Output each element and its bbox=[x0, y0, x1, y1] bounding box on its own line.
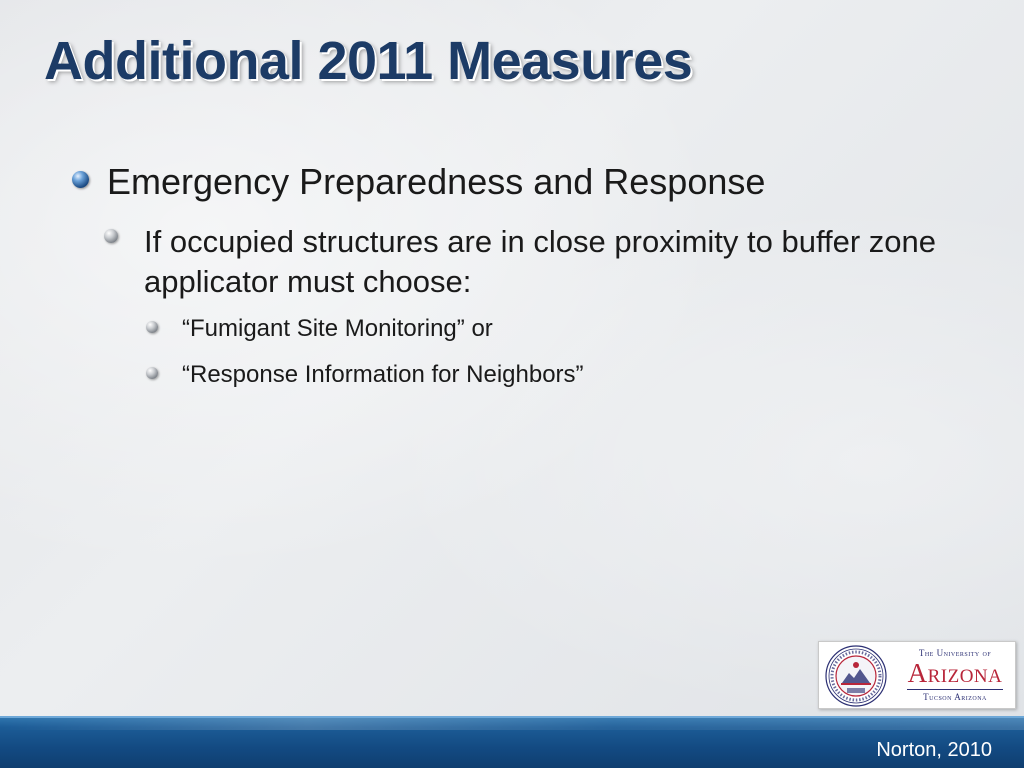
logo-text bbox=[897, 648, 1013, 703]
bullet-text: Emergency Preparedness and Response bbox=[107, 161, 766, 202]
bullet-text: If occupied structures are in close proximity to buffer zone applicator must choose: bbox=[144, 224, 937, 299]
logo-line-arizona: Arizona bbox=[907, 658, 1003, 688]
gray-bullet-icon bbox=[104, 229, 118, 243]
slide-title: Additional 2011 Measures bbox=[44, 31, 693, 91]
footer-credit: Norton, 2010 bbox=[876, 739, 992, 761]
logo-line-tucson: Tucson Arizona bbox=[907, 689, 1003, 703]
bullet-level-3 bbox=[146, 360, 584, 390]
bullet-level-1 bbox=[72, 162, 765, 202]
footer-bar bbox=[0, 716, 1024, 768]
university-seal-icon bbox=[825, 645, 887, 707]
bullet-text: “Fumigant Site Monitoring” or bbox=[182, 315, 493, 342]
logo-line-university: The University of bbox=[918, 648, 992, 658]
bullet-text: “Response Information for Neighbors” bbox=[182, 361, 584, 388]
blue-bullet-icon bbox=[72, 171, 89, 188]
gray-bullet-icon bbox=[146, 321, 158, 333]
university-logo bbox=[818, 641, 1016, 709]
bullet-level-3 bbox=[146, 314, 493, 344]
bullet-level-2 bbox=[104, 222, 984, 302]
gray-bullet-icon bbox=[146, 367, 158, 379]
